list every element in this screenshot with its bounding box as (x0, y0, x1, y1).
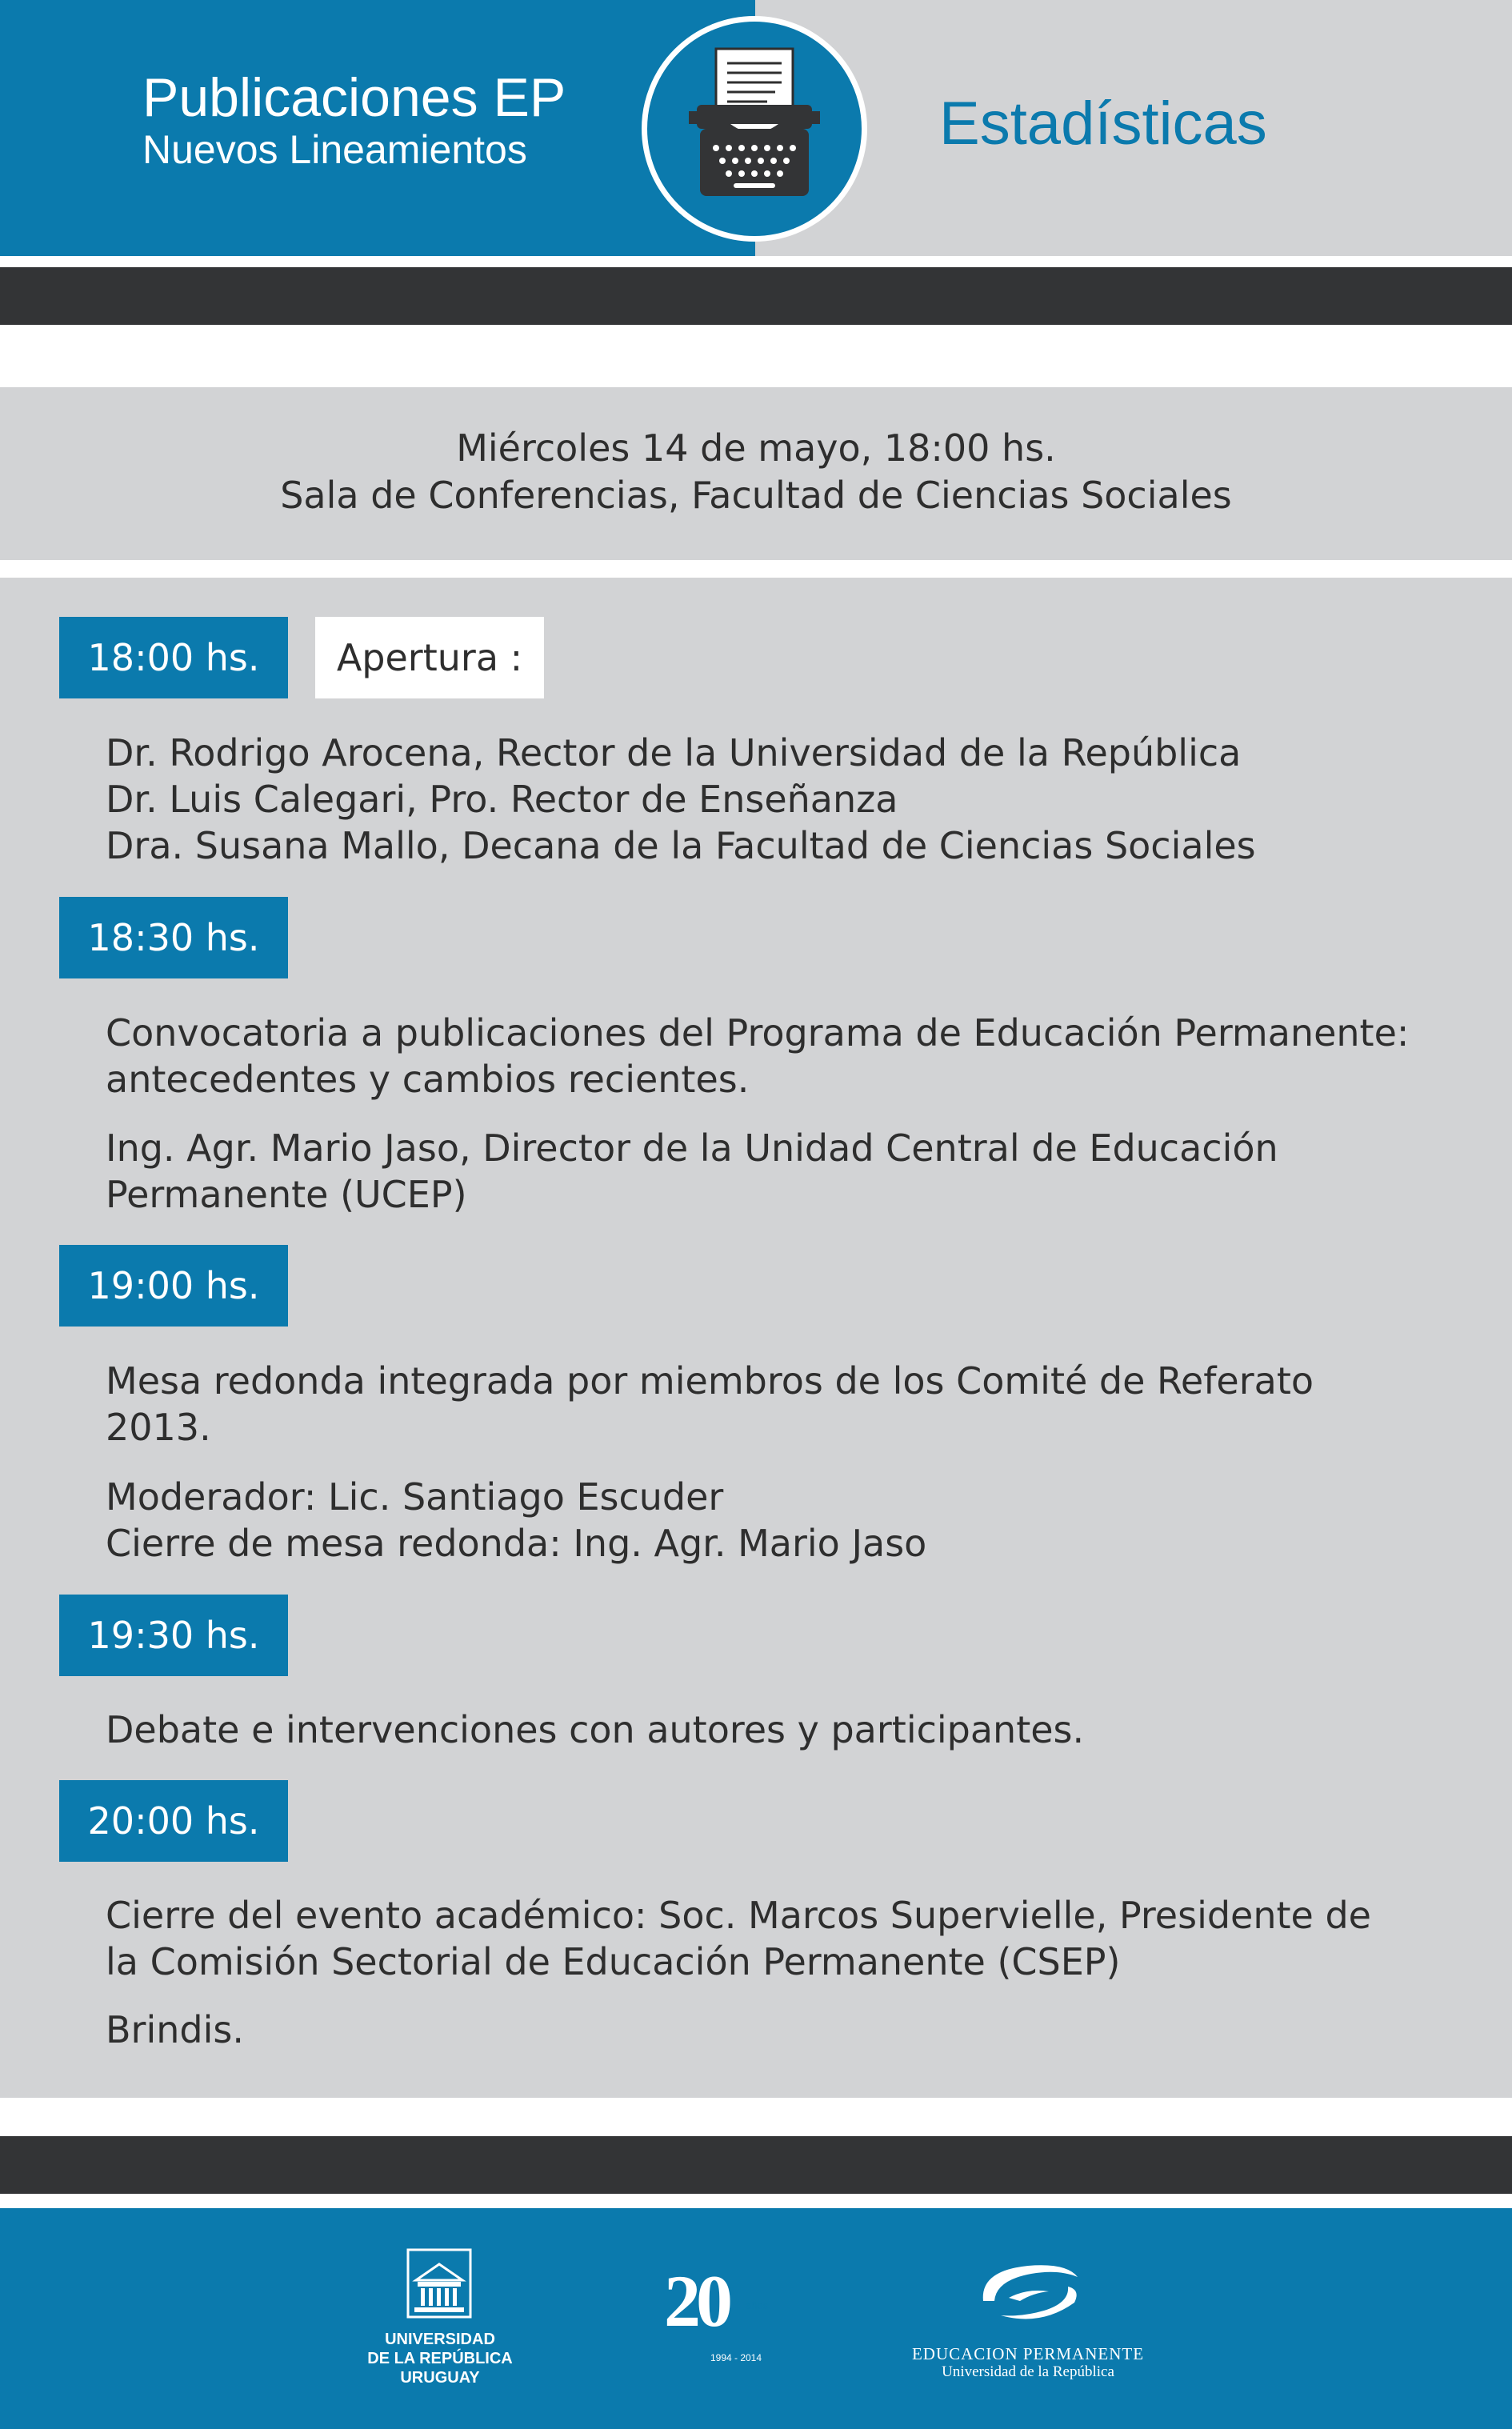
debate-topic (106, 1707, 1418, 1753)
topic-line: Cierre del evento académico: Soc. Marcos Supervielle, Presidente de (106, 1894, 1371, 1937)
udelar-building-icon (406, 2248, 472, 2319)
anniversary-number: 20 (664, 2260, 728, 2342)
topic-line: 2013. (106, 1406, 211, 1449)
event-date: Miércoles 14 de mayo, 18:00 hs. (456, 426, 1056, 470)
udelar-line: DE LA REPÚBLICA (367, 2350, 513, 2367)
topic-line: antecedentes y cambios recientes. (106, 1058, 750, 1101)
speaker-line: Dr. Rodrigo Arocena, Rector de la Universidad de la República (106, 731, 1242, 774)
speaker-line: Permanente (UCEP) (106, 1173, 467, 1216)
roundtable-roles (106, 1474, 1418, 1567)
topic-line: la Comisión Sectorial de Educación Permanente (CSEP) (106, 1940, 1121, 1983)
typewriter-icon (647, 22, 862, 236)
anniversary-years: 1994 - 2014 (710, 2352, 762, 2363)
speaker-line: Dr. Luis Calegari, Pro. Rector de Enseñanza (106, 778, 898, 821)
opening-speakers (106, 730, 1418, 869)
time-badge-1800: 18:00 hs. (59, 617, 288, 698)
header-right-title: Estadísticas (939, 90, 1267, 158)
session-speaker (106, 1125, 1418, 1218)
header-subtitle: Nuevos Lineamientos (142, 127, 527, 172)
anniversary-word: años (745, 2299, 769, 2311)
speaker-line: Dra. Susana Mallo, Decana de la Facultad de Ciencias Sociales (106, 824, 1256, 867)
time-badge-1900: 19:00 hs. (59, 1245, 288, 1327)
udelar-line: URUGUAY (400, 2369, 480, 2387)
closing-topic (106, 1892, 1418, 1985)
udelar-line: UNIVERSIDAD (385, 2331, 495, 2348)
session-topic (106, 1010, 1418, 1102)
udelar-logo-text (344, 2330, 536, 2387)
time-badge-1930: 19:30 hs. (59, 1595, 288, 1676)
topic-line: Mesa redonda integrada por miembros de los Comité de Referato (106, 1359, 1314, 1403)
topic-line: Convocatoria a publicaciones del Programa de Educación Permanente: (106, 1011, 1410, 1054)
roundtable-topic (106, 1358, 1418, 1451)
bottom-dark-bar (0, 2136, 1512, 2194)
ep-logo-subtitle: Universidad de la República (942, 2363, 1114, 2380)
role-line: Moderador: Lic. Santiago Escuder (106, 1475, 724, 1519)
top-dark-bar (0, 267, 1512, 325)
header-title: Publicaciones EP (142, 67, 566, 128)
closing-toast (106, 2007, 1418, 2053)
time-badge-2000: 20:00 hs. (59, 1780, 288, 1862)
topic-line: Debate e intervenciones con autores y participantes. (106, 1708, 1085, 1751)
opening-label: Apertura : (315, 617, 544, 698)
typewriter-emblem (642, 16, 867, 242)
ep-logo-title: EDUCACION PERMANENTE (911, 2344, 1145, 2363)
time-badge-1830: 18:30 hs. (59, 897, 288, 978)
toast-line: Brindis. (106, 2008, 244, 2051)
educacion-permanente-emblem-icon (964, 2256, 1092, 2330)
role-line: Cierre de mesa redonda: Ing. Agr. Mario Jaso (106, 1522, 927, 1565)
event-place: Sala de Conferencias, Facultad de Ciencias Sociales (280, 474, 1232, 517)
speaker-line: Ing. Agr. Mario Jaso, Director de la Unidad Central de Educación (106, 1126, 1278, 1170)
